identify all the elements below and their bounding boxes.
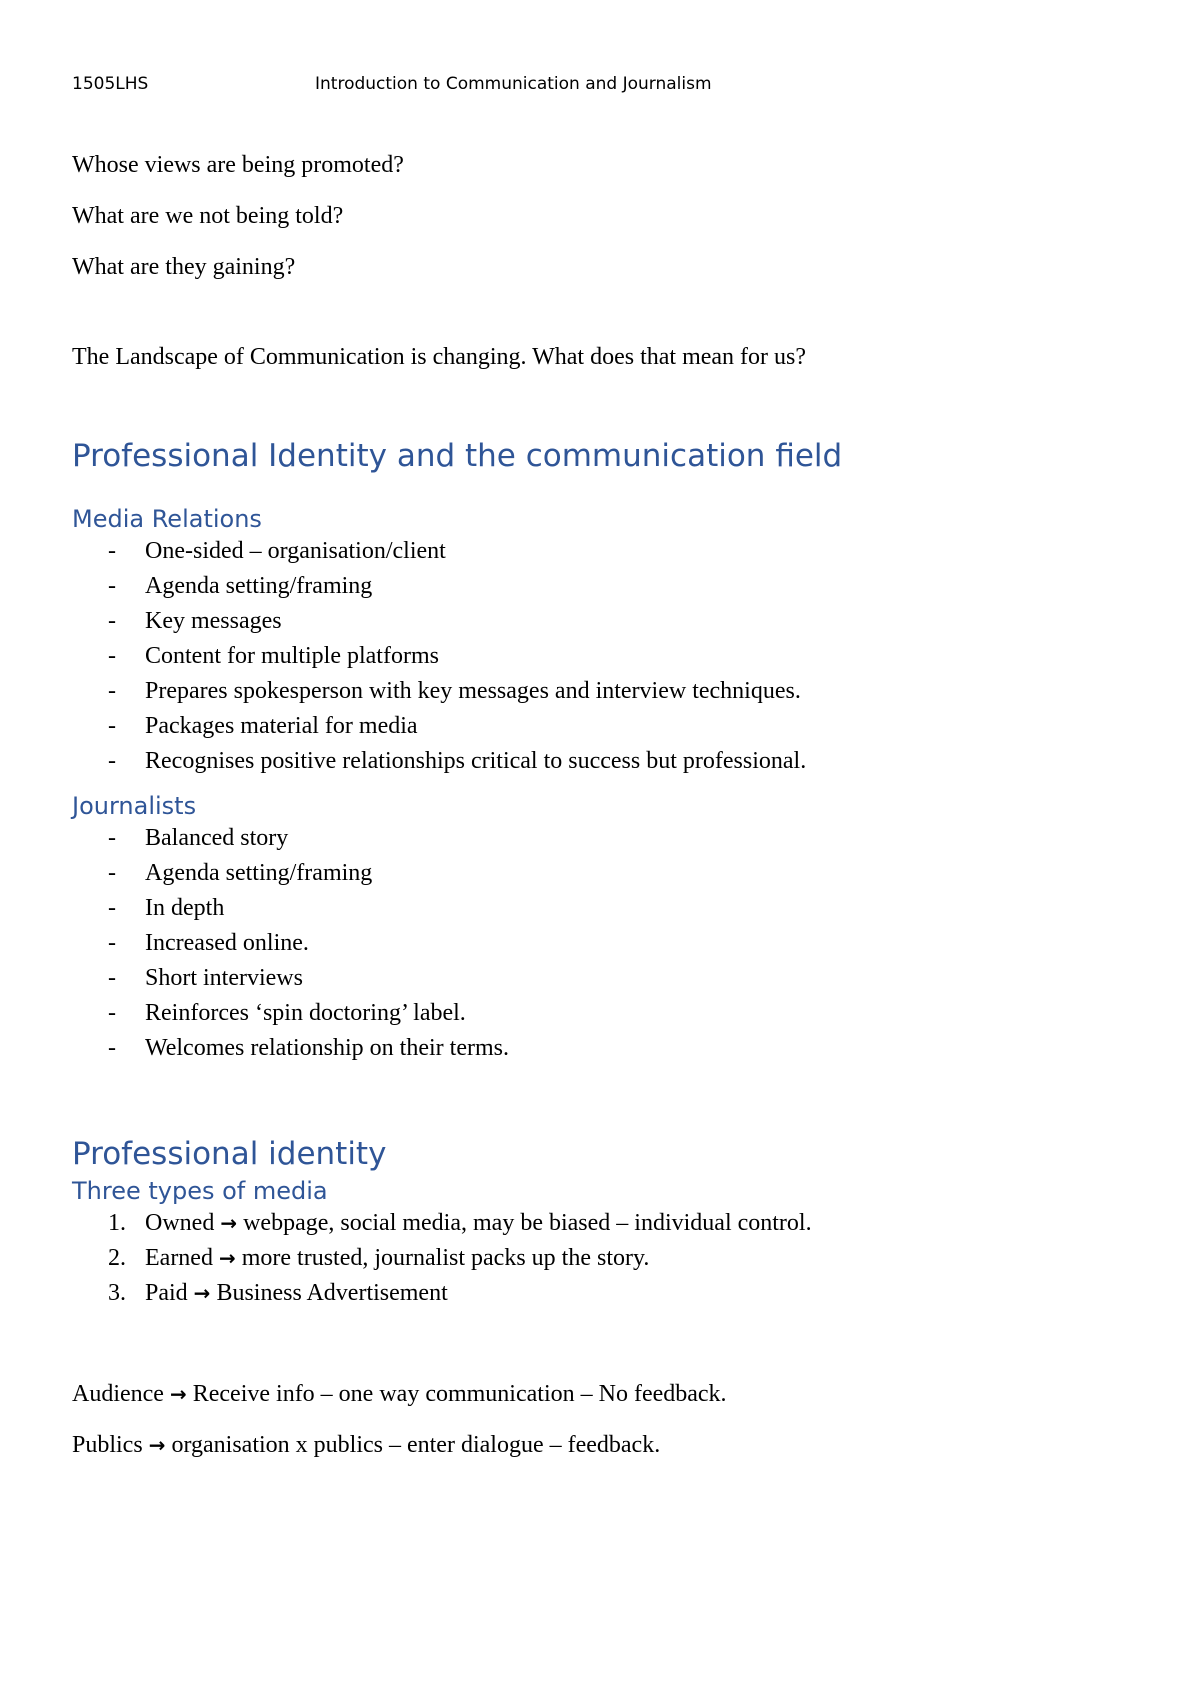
audience-desc: Receive info – one way communication – No feedback. bbox=[192, 1381, 727, 1407]
dash-bullet: - bbox=[108, 1035, 116, 1061]
list-item: - Recognises positive relationships critical to success but professional. bbox=[72, 744, 1132, 779]
dash-bullet: - bbox=[108, 713, 116, 739]
list-item: - Increased online. bbox=[72, 926, 1132, 961]
media-type-desc: Business Advertisement bbox=[216, 1280, 448, 1306]
audience-line bbox=[72, 1379, 1132, 1409]
media-type-desc: webpage, social media, may be biased – individual control. bbox=[243, 1210, 812, 1236]
list-item bbox=[72, 1241, 1132, 1276]
list-item: - Key messages bbox=[72, 604, 1132, 639]
question-1: Whose views are being promoted? bbox=[72, 152, 404, 178]
list-item: - Balanced story bbox=[72, 821, 1132, 856]
list-item: - Agenda setting/framing bbox=[72, 856, 1132, 891]
publics-term: Publics bbox=[72, 1432, 143, 1458]
question-2: What are we not being told? bbox=[72, 203, 344, 229]
section-heading-professional-identity-field: Professional Identity and the communication field bbox=[72, 438, 843, 474]
media-relations-list bbox=[72, 534, 1132, 779]
subheading-media-relations: Media Relations bbox=[72, 505, 262, 533]
section-heading-professional-identity: Professional identity bbox=[72, 1136, 387, 1172]
dash-bullet: - bbox=[108, 930, 116, 956]
audience-term: Audience bbox=[72, 1381, 164, 1407]
arrow-right-icon: → bbox=[148, 1433, 166, 1457]
list-item: - Reinforces ‘spin doctoring’ label. bbox=[72, 996, 1132, 1031]
arrow-right-icon: → bbox=[220, 1211, 238, 1235]
dash-bullet: - bbox=[108, 643, 116, 669]
dash-bullet: - bbox=[108, 538, 116, 564]
dash-bullet: - bbox=[108, 608, 116, 634]
course-code: 1505LHS bbox=[72, 74, 149, 94]
subheading-journalists: Journalists bbox=[72, 792, 197, 820]
question-3: What are they gaining? bbox=[72, 254, 296, 280]
dash-bullet: - bbox=[108, 825, 116, 851]
list-item bbox=[72, 1276, 1132, 1311]
publics-desc: organisation x publics – enter dialogue – feedback. bbox=[171, 1432, 661, 1458]
dash-bullet: - bbox=[108, 965, 116, 991]
list-item: - Prepares spokesperson with key messages and interview techniques. bbox=[72, 674, 1132, 709]
list-item bbox=[72, 1206, 1132, 1241]
list-number: 2. bbox=[108, 1245, 126, 1271]
list-item: - Short interviews bbox=[72, 961, 1132, 996]
journalists-list bbox=[72, 821, 1132, 1066]
list-item: - In depth bbox=[72, 891, 1132, 926]
dash-bullet: - bbox=[108, 895, 116, 921]
media-type-term: Earned bbox=[145, 1245, 213, 1271]
media-type-term: Paid bbox=[145, 1280, 188, 1306]
arrow-right-icon: → bbox=[169, 1382, 187, 1406]
dash-bullet: - bbox=[108, 678, 116, 704]
dash-bullet: - bbox=[108, 860, 116, 886]
list-item: - Packages material for media bbox=[72, 709, 1132, 744]
list-number: 3. bbox=[108, 1280, 126, 1306]
subheading-three-types-of-media: Three types of media bbox=[72, 1177, 328, 1205]
list-number: 1. bbox=[108, 1210, 126, 1236]
media-type-term: Owned bbox=[145, 1210, 215, 1236]
landscape-statement: The Landscape of Communication is changing. What does that mean for us? bbox=[72, 344, 807, 370]
dash-bullet: - bbox=[108, 1000, 116, 1026]
list-item: - Welcomes relationship on their terms. bbox=[72, 1031, 1132, 1066]
arrow-right-icon: → bbox=[218, 1246, 236, 1270]
document-body bbox=[72, 150, 1132, 1460]
dash-bullet: - bbox=[108, 573, 116, 599]
list-item: - Content for multiple platforms bbox=[72, 639, 1132, 674]
arrow-right-icon: → bbox=[193, 1281, 211, 1305]
media-type-desc: more trusted, journalist packs up the story. bbox=[241, 1245, 650, 1271]
dash-bullet: - bbox=[108, 748, 116, 774]
media-types-list bbox=[72, 1206, 1132, 1311]
publics-line bbox=[72, 1430, 1132, 1460]
list-item: - One-sided – organisation/client bbox=[72, 534, 1132, 569]
course-title: Introduction to Communication and Journalism bbox=[315, 74, 712, 94]
list-item: - Agenda setting/framing bbox=[72, 569, 1132, 604]
